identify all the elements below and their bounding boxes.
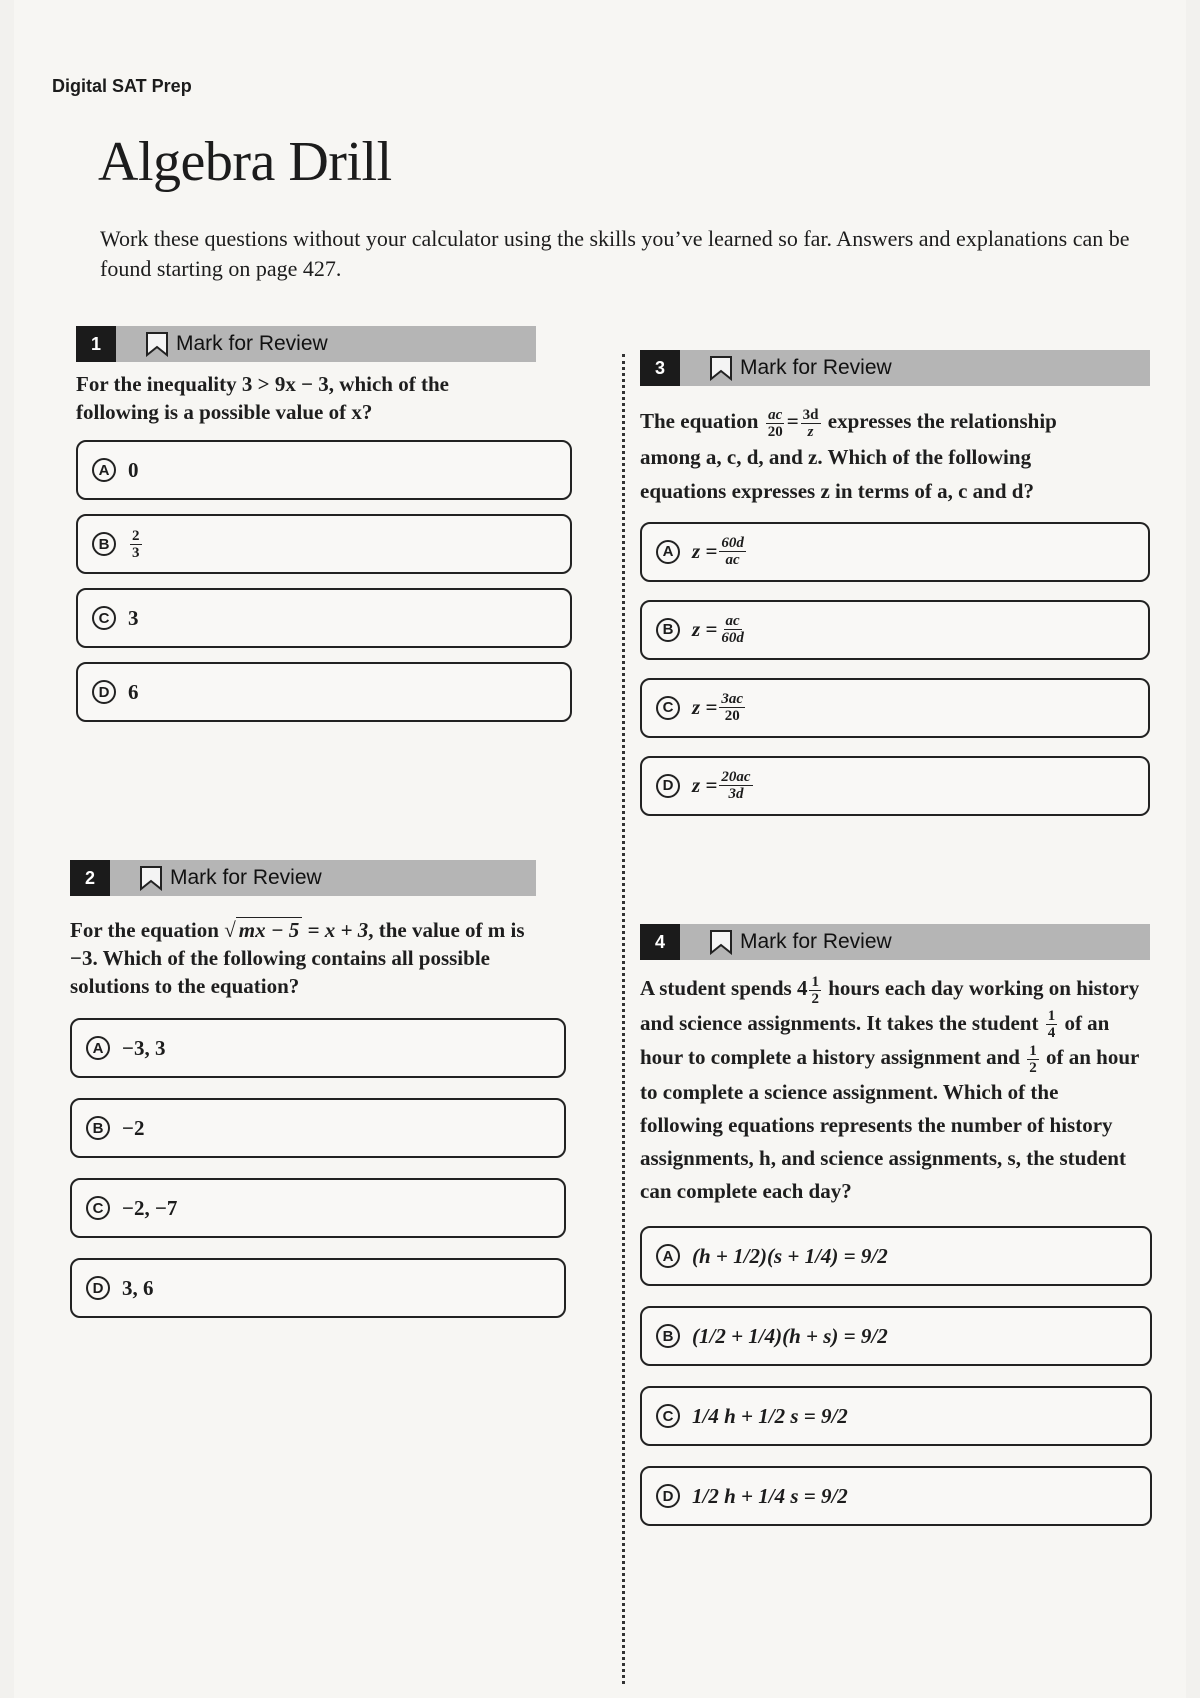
question-2 (70, 860, 570, 1300)
fraction: $\frac{1}{2}$ (1029, 1043, 1037, 1077)
question-stem: The equation $\frac{ac}{20}$ = $\frac{3d}{z}$ expresses the relationship among a, c, d, and z. Which of the following equations expresses z in terms of a, c and d? (640, 406, 1057, 503)
choice-letter: C (656, 696, 680, 720)
choice-letter: D (656, 774, 680, 798)
bookmark-icon[interactable] (144, 331, 170, 357)
choice-b[interactable] (640, 1306, 1152, 1366)
stem-text: of an hour to complete a science assignment. Which of the following equations represents the number of history assignments, h, and science assignments, s, the student can complete each day? (640, 1045, 1139, 1204)
equation-lhs: z = (692, 695, 718, 720)
question-number: 4 (640, 924, 680, 960)
choice-b[interactable] (640, 600, 1150, 660)
question-stem: For the equation √ mx − 5 = x + 3, the value of m is −3. Which of the following contains all possible solutions to the equation? (70, 918, 525, 998)
equation-lhs: z = (692, 773, 718, 798)
question-4 (640, 924, 1140, 1508)
choice-text: 6 (128, 679, 139, 704)
question-stem (640, 972, 1140, 1208)
stem-text: expresses the relationship among a, c, d, and z. Which of the following equations expresses z in terms of a, c and d? (640, 409, 1057, 503)
fraction: $\frac{1}{2}$ (811, 973, 819, 1007)
equation-lhs: z = (692, 617, 718, 642)
choice-b[interactable] (76, 514, 572, 574)
choice-letter: A (656, 540, 680, 564)
denominator: 3 (132, 544, 140, 561)
running-head: Digital SAT Prep (52, 76, 192, 96)
stem-text: A student spends (640, 976, 792, 1000)
mark-for-review-label[interactable]: Mark for Review (740, 930, 892, 953)
fraction: $\frac{ac}{60d}$ (721, 613, 744, 647)
choice-d[interactable] (640, 1466, 1152, 1526)
page-title: Algebra Drill (98, 131, 392, 193)
choice-c[interactable] (70, 1178, 566, 1238)
fraction: $\frac{20ac}{3d}$ (721, 769, 751, 803)
intro-paragraph: Work these questions without your calculator using the skills you’ve learned so far. Answers and explanations can be found starting on page 427. (100, 226, 1130, 281)
stem-text: , the value of m is −3. Which of the following contains all possible solutions to the equation? (70, 918, 525, 998)
choice-c[interactable] (640, 1386, 1152, 1446)
question-number: 1 (76, 326, 116, 362)
question-3 (640, 350, 1140, 803)
mark-for-review-label[interactable]: Mark for Review (170, 866, 322, 889)
fraction (130, 528, 142, 561)
mark-for-review-label[interactable]: Mark for Review (176, 332, 328, 355)
question-number: 3 (640, 350, 680, 386)
fraction: $\frac{60d}{ac}$ (721, 535, 744, 569)
choice-letter: C (656, 1404, 680, 1428)
choice-d[interactable] (640, 756, 1150, 816)
choice-a[interactable] (76, 440, 572, 500)
choice-letter: A (92, 458, 116, 482)
question-header (76, 326, 536, 362)
fraction: $\frac{1}{4}$ (1047, 1008, 1056, 1042)
question-header (640, 350, 1150, 386)
choice-letter: B (656, 618, 680, 642)
mixed-whole: 4 (796, 976, 808, 1000)
choice-text: 3, 6 (122, 1275, 154, 1300)
choice-letter: B (656, 1324, 680, 1348)
choice-letter: C (92, 606, 116, 630)
bookmark-icon[interactable] (138, 865, 164, 891)
stem-text: The equation (640, 409, 759, 433)
column-divider (622, 354, 625, 1684)
choice-letter: D (92, 680, 116, 704)
choice-text: 3 (128, 605, 139, 630)
choice-letter: A (656, 1244, 680, 1268)
choice-letter: B (86, 1116, 110, 1140)
question-1 (76, 326, 576, 704)
fraction: $\frac{3d}{z}$ (802, 406, 819, 440)
question-stem: For the inequality 3 > 9x − 3, which of the following is a possible value of x? (76, 372, 449, 424)
equation-lhs: z = (692, 539, 718, 564)
choice-a[interactable] (640, 522, 1150, 582)
choice-equation: (1/2 + 1/4)(h + s) = 9/2 (692, 1323, 888, 1348)
mark-for-review-label[interactable]: Mark for Review (740, 356, 892, 379)
choice-letter: D (86, 1276, 110, 1300)
choice-text: 0 (128, 457, 139, 482)
choice-equation: 1/2 h + 1/4 s = 9/2 (692, 1483, 848, 1508)
choice-c[interactable] (640, 678, 1150, 738)
choice-b[interactable] (70, 1098, 566, 1158)
textbook-page (14, 0, 1186, 1698)
bookmark-icon[interactable] (708, 355, 734, 381)
fraction: $\frac{3ac}{20}$ (721, 691, 744, 725)
choice-text: −2, −7 (122, 1195, 178, 1220)
choice-text: −3, 3 (122, 1035, 166, 1060)
choice-letter: C (86, 1196, 110, 1220)
radicand: mx − 5 (236, 917, 303, 942)
question-header (640, 924, 1150, 960)
question-number: 2 (70, 860, 110, 896)
choice-a[interactable] (70, 1018, 566, 1078)
stem-text: of an hour to complete a history assignment and (640, 1010, 1110, 1070)
equation-rhs: = x + 3 (307, 918, 369, 942)
bookmark-icon[interactable] (708, 929, 734, 955)
choice-a[interactable] (640, 1226, 1152, 1286)
choice-equation: (h + 1/2)(s + 1/4) = 9/2 (692, 1243, 888, 1268)
choice-d[interactable] (76, 662, 572, 722)
choice-letter: B (92, 532, 116, 556)
choice-equation: 1/4 h + 1/2 s = 9/2 (692, 1403, 848, 1428)
stem-text: hours each day working on history and science assignments. It takes the student (640, 976, 1140, 1035)
choice-c[interactable] (76, 588, 572, 648)
numerator: 2 (132, 527, 140, 544)
question-header (70, 860, 536, 896)
fraction: $\frac{ac}{20}$ (767, 406, 783, 440)
choice-letter: A (86, 1036, 110, 1060)
choice-letter: D (656, 1484, 680, 1508)
choice-text: −2 (122, 1115, 145, 1140)
choice-d[interactable] (70, 1258, 566, 1318)
stem-text: For the equation (70, 918, 219, 942)
